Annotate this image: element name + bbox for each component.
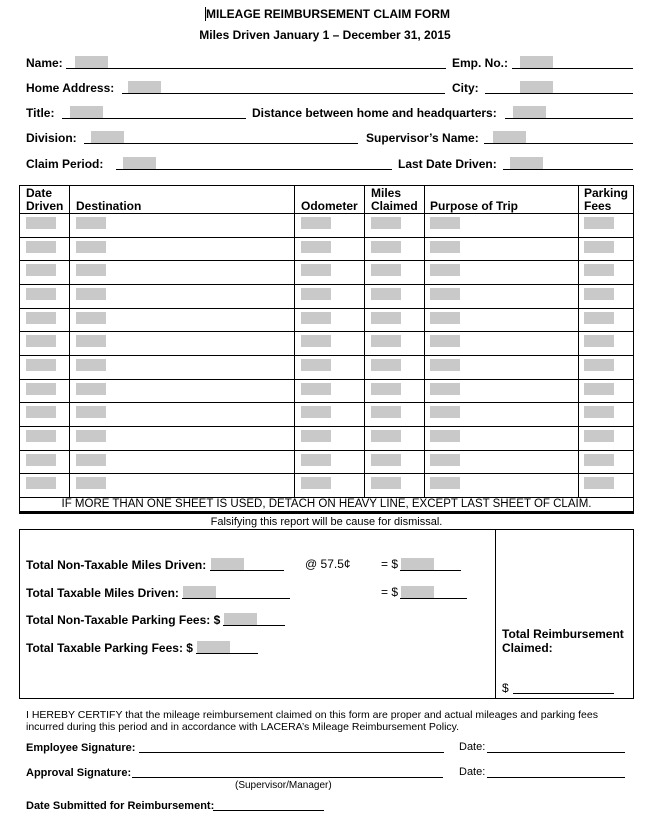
- equals-dollar-label: = $: [381, 557, 399, 571]
- header-destination: Destination: [76, 199, 142, 213]
- miles-cell[interactable]: [371, 383, 401, 395]
- title-line: [62, 118, 246, 119]
- parking-cell[interactable]: [584, 406, 614, 418]
- table-row: [19, 331, 634, 332]
- destination-cell[interactable]: [76, 335, 106, 347]
- destination-cell[interactable]: [76, 288, 106, 300]
- date-submitted-line[interactable]: [213, 810, 324, 811]
- odometer-cell[interactable]: [301, 477, 331, 489]
- name-label: Name:: [26, 56, 63, 70]
- reimbursement-amount-line[interactable]: [513, 693, 614, 694]
- header-parking-line1: Parking: [584, 186, 629, 200]
- header-miles-line1: Miles: [371, 186, 402, 200]
- home-address-field[interactable]: [128, 81, 161, 93]
- employee-signature-label: Employee Signature:: [26, 742, 136, 754]
- header-date-line1: Date: [26, 186, 53, 200]
- parking-cell[interactable]: [584, 430, 614, 442]
- table-row: [19, 450, 634, 451]
- purpose-cell[interactable]: [430, 288, 460, 300]
- destination-cell[interactable]: [76, 241, 106, 253]
- distance-field[interactable]: [513, 106, 546, 118]
- title-field[interactable]: [70, 106, 103, 118]
- supervisor-note: (Supervisor/Manager): [235, 780, 332, 791]
- supervisor-field[interactable]: [493, 131, 526, 143]
- odometer-cell[interactable]: [301, 217, 331, 229]
- city-field[interactable]: [520, 81, 553, 93]
- odometer-cell[interactable]: [301, 406, 331, 418]
- miles-cell[interactable]: [371, 477, 401, 489]
- taxable-parking-field[interactable]: [197, 641, 230, 653]
- date-cell[interactable]: [26, 241, 56, 253]
- approval-date-line[interactable]: [487, 777, 625, 778]
- header-odometer: Odometer: [301, 199, 358, 213]
- certify-line1: I HEREBY CERTIFY that the mileage reimbursement claimed on this form are proper and actual mileages and parking fees: [26, 709, 598, 721]
- supervisor-line: [484, 143, 633, 144]
- taxable-parking-line: [196, 653, 258, 654]
- odometer-cell[interactable]: [301, 335, 331, 347]
- form-subtitle: Miles Driven January 1 – December 31, 2015: [199, 28, 451, 42]
- table-row: [19, 402, 634, 403]
- city-label: City:: [452, 81, 479, 95]
- reimbursement-label-line1: Total Reimbursement: [502, 627, 624, 641]
- form-title: MILEAGE REIMBURSEMENT CLAIM FORM: [206, 7, 450, 21]
- purpose-cell[interactable]: [430, 264, 460, 276]
- text-cursor: [205, 7, 206, 21]
- parking-cell[interactable]: [584, 477, 614, 489]
- header-parking: [584, 187, 628, 213]
- reimbursement-label-line2: Claimed:: [502, 641, 553, 655]
- reimbursement-label: [502, 627, 624, 655]
- miles-cell[interactable]: [371, 217, 401, 229]
- parking-cell[interactable]: [584, 359, 614, 371]
- miles-cell[interactable]: [371, 288, 401, 300]
- distance-line: [505, 118, 633, 119]
- non-taxable-parking-field[interactable]: [224, 613, 257, 625]
- date-submitted-label: Date Submitted for Reimbursement:: [26, 800, 215, 812]
- parking-cell[interactable]: [584, 241, 614, 253]
- emp-no-field[interactable]: [520, 56, 553, 68]
- name-field[interactable]: [75, 56, 108, 68]
- purpose-cell[interactable]: [430, 383, 460, 395]
- header-parking-line2: Fees: [584, 199, 612, 213]
- table-row: [19, 308, 634, 309]
- distance-label: Distance between home and headquarters:: [252, 106, 497, 120]
- last-date-label: Last Date Driven:: [398, 157, 497, 171]
- taxable-parking-label: Total Taxable Parking Fees: $: [26, 641, 193, 655]
- purpose-cell[interactable]: [430, 406, 460, 418]
- destination-cell[interactable]: [76, 383, 106, 395]
- rate-label: @ 57.5¢: [305, 557, 351, 571]
- miles-cell[interactable]: [371, 241, 401, 253]
- date-cell[interactable]: [26, 454, 56, 466]
- table-row: [19, 260, 634, 261]
- purpose-cell[interactable]: [430, 217, 460, 229]
- purpose-cell[interactable]: [430, 454, 460, 466]
- parking-cell[interactable]: [584, 312, 614, 324]
- name-line: [66, 68, 446, 69]
- odometer-cell[interactable]: [301, 383, 331, 395]
- detach-notice: IF MORE THAN ONE SHEET IS USED, DETACH ON HEAVY LINE, EXCEPT LAST SHEET OF CLAIM.: [61, 498, 592, 510]
- claim-period-field[interactable]: [123, 157, 156, 169]
- employee-date-label: Date:: [459, 741, 486, 753]
- miles-cell[interactable]: [371, 264, 401, 276]
- division-line: [84, 143, 358, 144]
- dismissal-warning: Falsifying this report will be cause for dismissal.: [210, 516, 443, 528]
- table-row: [19, 355, 634, 356]
- header-purpose: Purpose of Trip: [430, 199, 519, 213]
- non-taxable-miles-label: Total Non-Taxable Miles Driven:: [26, 558, 207, 572]
- table-row: [19, 426, 634, 427]
- table-row: [19, 284, 634, 285]
- last-date-field[interactable]: [510, 157, 543, 169]
- header-date-line2: Driven: [26, 199, 64, 213]
- non-taxable-parking-line: [223, 625, 285, 626]
- parking-cell[interactable]: [584, 383, 614, 395]
- home-address-line: [122, 93, 445, 94]
- heavy-line: [19, 511, 634, 514]
- destination-cell[interactable]: [76, 312, 106, 324]
- approval-date-label: Date:: [459, 766, 486, 778]
- table-row: [19, 213, 634, 214]
- date-cell[interactable]: [26, 406, 56, 418]
- equals-dollar-label-2: = $: [381, 585, 399, 599]
- destination-cell[interactable]: [76, 406, 106, 418]
- claim-period-label: Claim Period:: [26, 157, 104, 171]
- non-taxable-miles-line: [210, 570, 284, 571]
- title-label: Title:: [26, 106, 55, 120]
- reimbursement-dollar: $: [502, 681, 509, 695]
- date-cell[interactable]: [26, 335, 56, 347]
- non-taxable-parking-label: Total Non-Taxable Parking Fees: $: [26, 613, 221, 627]
- date-cell[interactable]: [26, 430, 56, 442]
- header-miles-line2: Claimed: [371, 199, 418, 213]
- destination-cell[interactable]: [76, 477, 106, 489]
- supervisor-label: Supervisor’s Name:: [366, 131, 479, 145]
- header-miles: [371, 187, 418, 213]
- table-row: [19, 237, 634, 238]
- non-taxable-amount-line: [400, 570, 461, 571]
- header-date: [26, 187, 63, 213]
- miles-cell[interactable]: [371, 359, 401, 371]
- table-row: [19, 473, 634, 474]
- table-row: [19, 379, 634, 380]
- date-cell[interactable]: [26, 383, 56, 395]
- purpose-cell[interactable]: [430, 241, 460, 253]
- totals-divider: [495, 529, 496, 699]
- approval-signature-label: Approval Signature:: [26, 767, 132, 779]
- date-cell[interactable]: [26, 264, 56, 276]
- emp-no-line: [512, 68, 633, 69]
- division-label: Division:: [26, 131, 77, 145]
- destination-cell[interactable]: [76, 264, 106, 276]
- parking-cell[interactable]: [584, 335, 614, 347]
- miles-cell[interactable]: [371, 454, 401, 466]
- odometer-cell[interactable]: [301, 288, 331, 300]
- parking-cell[interactable]: [584, 264, 614, 276]
- division-field[interactable]: [91, 131, 124, 143]
- taxable-amount-field[interactable]: [401, 586, 434, 598]
- miles-cell[interactable]: [371, 312, 401, 324]
- odometer-cell[interactable]: [301, 359, 331, 371]
- odometer-cell[interactable]: [301, 312, 331, 324]
- date-cell[interactable]: [26, 359, 56, 371]
- taxable-miles-field[interactable]: [183, 586, 216, 598]
- purpose-cell[interactable]: [430, 477, 460, 489]
- destination-cell[interactable]: [76, 359, 106, 371]
- purpose-cell[interactable]: [430, 335, 460, 347]
- odometer-cell[interactable]: [301, 454, 331, 466]
- emp-no-label: Emp. No.:: [452, 56, 508, 70]
- date-cell[interactable]: [26, 288, 56, 300]
- parking-cell[interactable]: [584, 454, 614, 466]
- taxable-miles-label: Total Taxable Miles Driven:: [26, 586, 179, 600]
- employee-date-line[interactable]: [487, 752, 625, 753]
- home-address-label: Home Address:: [26, 81, 115, 95]
- non-taxable-amount-field[interactable]: [401, 558, 434, 570]
- destination-cell[interactable]: [76, 217, 106, 229]
- miles-cell[interactable]: [371, 430, 401, 442]
- purpose-cell[interactable]: [430, 312, 460, 324]
- non-taxable-miles-field[interactable]: [211, 558, 244, 570]
- parking-cell[interactable]: [584, 217, 614, 229]
- odometer-cell[interactable]: [301, 430, 331, 442]
- certify-line2: incurred during this period and in accordance with LACERA’s Mileage Reimbursement Policy.: [26, 721, 460, 733]
- parking-cell[interactable]: [584, 288, 614, 300]
- date-cell[interactable]: [26, 217, 56, 229]
- destination-cell[interactable]: [76, 430, 106, 442]
- approval-signature-line[interactable]: [132, 777, 443, 778]
- employee-signature-line[interactable]: [139, 752, 444, 753]
- date-cell[interactable]: [26, 312, 56, 324]
- taxable-miles-line: [182, 598, 290, 599]
- last-date-line: [503, 169, 633, 170]
- odometer-cell[interactable]: [301, 264, 331, 276]
- purpose-cell[interactable]: [430, 359, 460, 371]
- city-line: [485, 93, 633, 94]
- odometer-cell[interactable]: [301, 241, 331, 253]
- purpose-cell[interactable]: [430, 430, 460, 442]
- taxable-amount-line: [400, 598, 467, 599]
- miles-cell[interactable]: [371, 406, 401, 418]
- date-cell[interactable]: [26, 477, 56, 489]
- miles-cell[interactable]: [371, 335, 401, 347]
- claim-period-line: [116, 169, 392, 170]
- destination-cell[interactable]: [76, 454, 106, 466]
